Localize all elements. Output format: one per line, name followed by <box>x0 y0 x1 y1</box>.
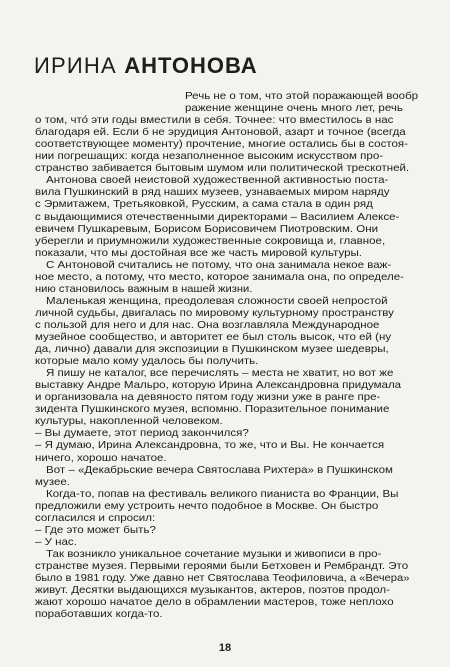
text-line: Вот – «Декабрьские вечера Святослава Рихтера» в Пушкинском <box>46 464 393 476</box>
text-line: благодаря ей. Если б не эрудиция Антоновой, азарт и точное (всегда <box>35 127 406 139</box>
text-line: предложили ему устроить нечто подобное в Москве. Он быстро <box>35 500 379 512</box>
text-line: с пользой для него и для нас. Она возглавляла Международное <box>35 319 380 331</box>
text-line: С Антоновой считались не потому, что она занимала некое важ- <box>46 259 392 271</box>
text-line: и организовала на девяносто пятом году жизни уже в ранге пре- <box>35 392 381 404</box>
text-line: выставку Андре Мальро, которую Ирина Александровна придумала <box>35 380 402 392</box>
text-line: – Где это может быть? <box>35 524 156 536</box>
text-line: уберегли и приумножили художественные сокровища и, главное, <box>35 235 386 247</box>
text-line: нию становилось важным в нашей жизни. <box>35 283 253 295</box>
text-line: Когда-то, попав на фестиваль великого пианиста во Франции, Вы <box>46 488 399 500</box>
text-line: ное место, а потому, что место, которое занимала она, по определе- <box>35 271 405 283</box>
text-line: нии погрешащих: когда незаполненное высоким искусством про- <box>35 151 384 163</box>
heading-last-name: АНТОНОВА <box>124 53 258 78</box>
text-line: ражение женщине очень много лет, речь <box>185 103 403 115</box>
text-line: согласился и спросил: <box>35 512 156 524</box>
text-line: Антонова своей неистовой художественной активностью поста- <box>46 175 389 187</box>
text-line: вила Пушкинский в ряд наших музеев, узнаваемых миром наряду <box>35 187 390 199</box>
text-line: да, лично) давали для экспозиции в Пушкинском музее шедевры, <box>35 344 389 356</box>
text-line: Так возникло уникальное сочетание музыки и живописи в про- <box>46 548 382 560</box>
text-line: евичем Пушкаревым, Борисом Борисовичем Пиотровским. Они <box>35 223 379 235</box>
text-line: зидента Пушкинского музея, вспомню. Поразительное понимание <box>35 404 390 416</box>
text-line: Маленькая женщина, преодолевая сложности своей непростой <box>46 295 388 307</box>
text-line: которые мало кому удалось бы получить. <box>35 356 259 368</box>
text-line: Я пишу не каталог, все перечислять – места не хватит, но вот же <box>46 368 394 380</box>
text-line: поработавших когда-то. <box>35 609 163 621</box>
text-line: музейное сообщество, и авторитет ее был столь высок, что ей (ну <box>35 332 392 343</box>
text-line: ничего, хорошо начатое. <box>35 452 167 464</box>
text-line: странство забивается бытовым шумом или политической трескотней. <box>35 163 410 175</box>
text-line: с Эрмитажем, Третьяковкой, Русским, а сама стала в один ряд <box>35 199 373 211</box>
text-line: с выдающимися отечественными директорами – Василием Алексе- <box>35 211 400 223</box>
text-line: жают хорошо начатое дело в обрамлении мастеров, тоже неплохо <box>35 597 394 609</box>
text-line: странстве музея. Первыми героями были Бетховен и Рембрандт. Это <box>35 560 409 572</box>
text-line: – Я думаю, Ирина Александровна, то же, что и Вы. Не кончается <box>35 440 385 452</box>
text-line: о том, что́ эти годы вместили в себя. Точнее: что вместилось в нас <box>35 115 394 127</box>
text-line: показали, что мы достойная все же часть мировой культуры. <box>35 247 363 259</box>
text-line: – У нас. <box>35 536 77 548</box>
text-line: культуры, накопленной человеком. <box>35 416 223 428</box>
author-heading <box>34 53 258 79</box>
text-line: было в 1981 году. Уже давно нет Святослава Теофиловича, а «Вечера» <box>35 573 410 584</box>
text-line: Речь не о том, что этой поражающей вообр <box>185 91 419 102</box>
text-line: живут. Десятки выдающихся музыкантов, актеров, поэтов продол- <box>35 585 390 597</box>
page-number: 18 <box>218 642 232 654</box>
text-line: соответствующее моменту) прочтение, многие остались бы в состоя- <box>35 139 408 151</box>
text-line: – Вы думаете, этот период закончился? <box>35 428 249 440</box>
text-line: музее. <box>35 476 71 488</box>
text-line: личной судьбы, двигалась по мировому культурному пространству <box>35 307 394 319</box>
heading-first-name: ИРИНА <box>34 53 117 78</box>
